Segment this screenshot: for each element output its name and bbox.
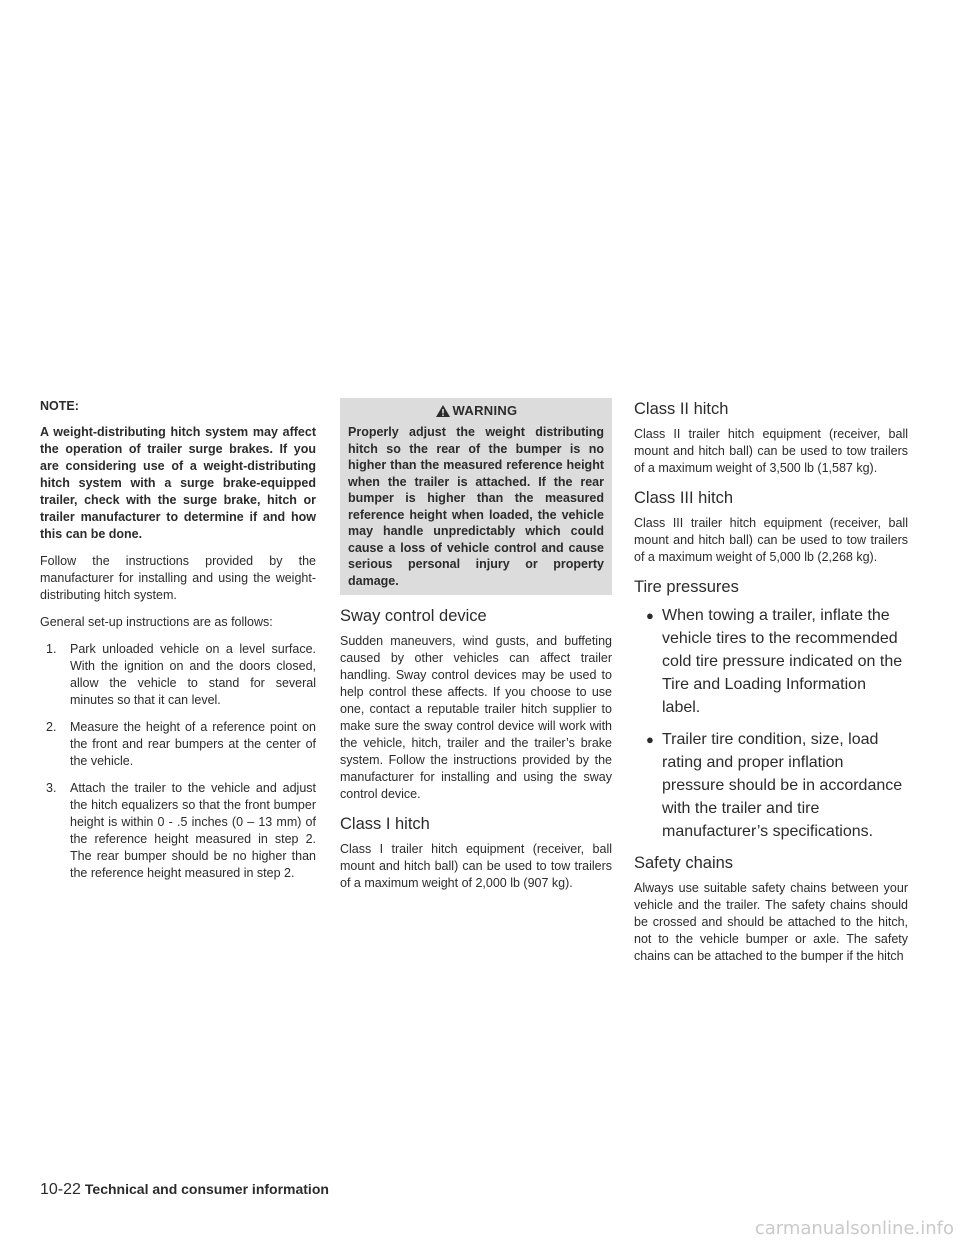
heading-class-3-hitch: Class III hitch: [634, 489, 734, 507]
column-middle: [340, 398, 612, 892]
page-number: 10-22: [40, 1181, 81, 1198]
warning-box: [340, 398, 612, 595]
bullet-text: Trailer tire condition, size, load rating and proper inflation pressure should be in accordance with the trailer and tire manufacturer’s specifications.: [662, 731, 903, 840]
paragraph-manufacturer-instructions: Follow the instructions provided by the manufacturer for installing and using the weight-distributing hitch system.: [40, 554, 316, 602]
watermark: carmanualsonline.info: [754, 1218, 954, 1239]
paragraph-class-2-hitch: Class II trailer hitch equipment (receiver, ball mount and hitch ball) can be used to tow trailers of a maximum weight of 3,500 lb (1,587 kg).: [634, 427, 908, 475]
list-item: [634, 728, 908, 843]
list-item: [40, 780, 316, 882]
bullet-dot-icon: ●: [646, 608, 654, 623]
paragraph-class-3-hitch: Class III trailer hitch equipment (receiver, ball mount and hitch ball) can be used to tow trailers of a maximum weight of 5,000 lb (2,268 kg).: [634, 516, 908, 564]
bullet-text: When towing a trailer, inflate the vehicle tires to the recommended cold tire pressure indicated on the Tire and Loading Information label.: [662, 607, 903, 716]
paragraph-sway-control: Sudden maneuvers, wind gusts, and buffeting caused by other vehicles can affect trailer handling. Sway control devices may be used to help control these affects. If you choose to use one, contact a reputable trailer hitch supplier to make sure the sway control device will work with the vehicle, hitch, trailer and the trailer’s brake system. Follow the instructions provided by the manufacturer for installing and using the sway control device.: [340, 634, 612, 801]
bullet-dot-icon: ●: [646, 732, 654, 747]
column-right: [634, 398, 908, 965]
list-item: [40, 719, 316, 770]
warning-triangle-icon: [435, 404, 451, 418]
step-text: Park unloaded vehicle on a level surface. With the ignition on and the doors closed, allow the vehicle to stand for several minutes so that it can level.: [70, 642, 316, 707]
step-text: Attach the trailer to the vehicle and adjust the hitch equalizers so that the front bumper height is within 0 - .5 inches (0 – 13 mm) of the reference height measured in step 2. The rear bumper should be no higher than the reference height measured in step 2.: [70, 781, 316, 880]
warning-header: [348, 398, 604, 424]
warning-text: Properly adjust the weight distributing hitch so the rear of the bumper is no higher than the measured reference height when the trailer is attached. If the rear bumper is higher than the measured reference height when loaded, the vehicle may handle unpredictably which could cause a loss of vehicle control and cause serious personal injury or property damage.: [348, 425, 604, 588]
tire-pressure-bullets: [634, 604, 908, 843]
paragraph-setup-intro: General set-up instructions are as follows:: [40, 615, 273, 629]
paragraph-safety-chains: Always use suitable safety chains between your vehicle and the trailer. The safety chains should be crossed and should be attached to the hitch, not to the vehicle bumper or axle. The safety chains can be attached to the bumper if the hitch: [634, 881, 908, 963]
heading-safety-chains: Safety chains: [634, 854, 734, 872]
heading-sway-control: Sway control device: [340, 607, 487, 625]
setup-steps-list: [40, 641, 316, 882]
paragraph-class-1-hitch: Class I trailer hitch equipment (receiver, ball mount and hitch ball) can be used to tow trailers of a maximum weight of 2,000 lb (907 kg).: [340, 842, 612, 890]
step-number: 3.: [46, 781, 57, 795]
page-footer: [40, 1181, 329, 1199]
step-text: Measure the height of a reference point on the front and rear bumpers at the center of the vehicle.: [70, 720, 316, 768]
section-title: Technical and consumer information: [84, 1181, 329, 1197]
step-number: 1.: [46, 642, 57, 656]
warning-label: WARNING: [452, 403, 518, 418]
column-left: [40, 398, 316, 892]
note-body: A weight-distributing hitch system may affect the operation of trailer surge brakes. If you are considering use of a weight-distributing hitch system with a surge brake-equipped trailer, check with the surge brake, hitch or trailer manufacturer to determine if and how this can be done.: [40, 425, 316, 541]
step-number: 2.: [46, 720, 57, 734]
heading-class-1-hitch: Class I hitch: [340, 815, 430, 833]
list-item: [40, 641, 316, 709]
heading-class-2-hitch: Class II hitch: [634, 400, 729, 418]
note-title: NOTE:: [40, 399, 79, 413]
heading-tire-pressures: Tire pressures: [634, 578, 739, 596]
list-item: [634, 604, 908, 719]
